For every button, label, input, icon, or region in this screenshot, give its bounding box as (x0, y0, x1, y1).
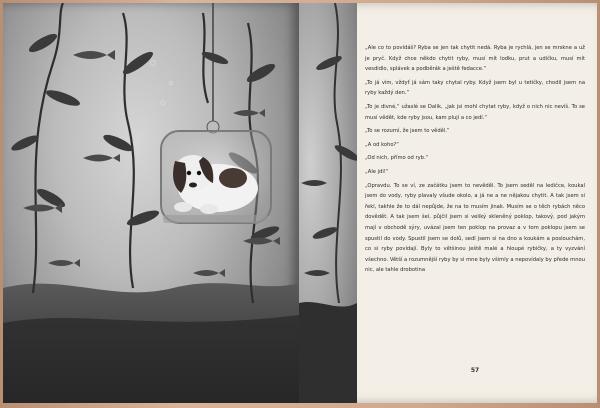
paragraph: „A od koho?“ (365, 141, 399, 148)
paragraph: „To já vím, vždyť já sám taky chytal ryby. Když jsem byl u tetičky, chodil jsem na ryby každý den.“ (365, 79, 585, 97)
paragraph: „Ale jdi!“ (365, 168, 389, 175)
story-text (365, 43, 585, 279)
underwater-puppy-illustration (3, 3, 299, 403)
page-number: 57 (470, 367, 480, 374)
paragraph: „Od nich, přímo od ryb.“ (365, 155, 429, 162)
paragraph: „Opravdu. To se ví, ze začátku jsem to nevěděl. To jsem seděl na ledičce, koukal jsem do vody, ryby plavaly všude okolo, a já ne a ne nějakou chytit. A tak jsem si řekl, takhle že to dál nepůjde, že na to musím jinak. Musím se o těch rybách něco dovědět. A tak jsem šel, půjčil jsem si veliký skleněný poklop, takový, pod jakým mají v obchodě sýry, uvázal jsem ten poklop na provaz a v tom poklopu jsem se spustil do vody. Spustil jsem se dolů, sedl jsem si na dno a koukám a poslouchám, co si ryby povídají. Byly to většinou ještě malé a hloupé rybičky, a ty vyzvání všechno. Větší a rozumnější ryby by si mne byly všimly a nepovídaly by přede mnou nic, ale tahle drobotina (365, 182, 585, 274)
right-page (299, 3, 597, 403)
paragraph: „Ale co to povídáš? Ryba se jen tak chytit nedá. Ryba je rychlá, jen se mrskne a už je pryč. Když chce někdo chytit ryby, musí mít lodku, prut a udičku, musí mít vesdidlo, splávek a podběrák a ještě fedacce.“ (365, 45, 585, 73)
left-page-photo (3, 3, 299, 403)
paragraph: „To je divné,“ užaslé se Dalik, „jak jsi mohl chytat ryby, když o nich nic nevíš. To se musí vědět, kde ryby jsou, kam plují a co jedí.“ (365, 103, 585, 121)
paragraph: „To se rozumí, že jsem to věděl.“ (365, 128, 450, 135)
photo-continuation-strip (299, 3, 357, 403)
